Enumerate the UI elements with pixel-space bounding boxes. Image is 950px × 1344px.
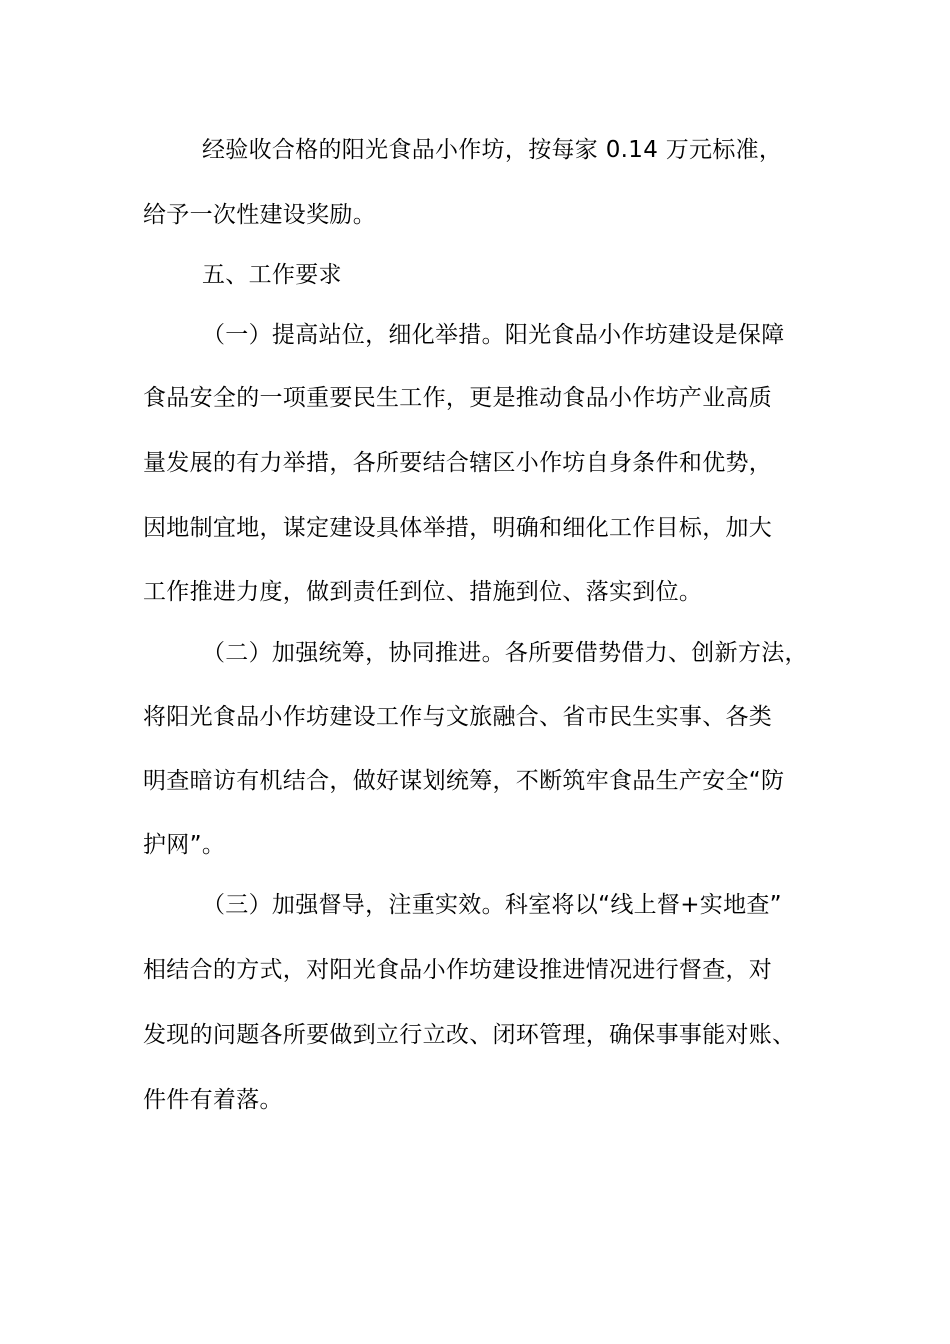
paragraph-line: 相结合的方式，对阳光食品小作坊建设推进情况进行督查，对 [143,957,773,983]
paragraph-line: 食品安全的一项重要民生工作，更是推动食品小作坊产业高质 [143,385,773,411]
paragraph-line: 因地制宜地，谋定建设具体举措，明确和细化工作目标，加大 [143,515,773,541]
paragraph-line: （一）提高站位，细化举措。阳光食品小作坊建设是保障 [202,322,785,348]
paragraph-line: （二）加强统筹，协同推进。各所要借势借力、创新方法， [202,640,808,666]
paragraph-line: 将阳光食品小作坊建设工作与文旅融合、省市民生实事、各类 [143,704,773,730]
paragraph-line: 件件有着落。 [143,1087,283,1113]
paragraph-line: 给予一次性建设奖励。 [143,202,376,228]
paragraph-line: 工作推进力度，做到责任到位、措施到位、落实到位。 [143,579,703,605]
section-heading: 五、工作要求 [202,262,342,288]
paragraph-line: 经验收合格的阳光食品小作坊，按每家 0.14 万元标准， [202,137,783,163]
paragraph-line: 明查暗访有机结合，做好谋划统筹，不断筑牢食品生产安全“防 [143,768,785,794]
paragraph-line: 量发展的有力举措，各所要结合辖区小作坊自身条件和优势， [143,450,773,476]
paragraph-line: 护网”。 [143,832,226,858]
paragraph-line: 发现的问题各所要做到立行立改、闭环管理，确保事事能对账、 [143,1022,796,1048]
paragraph-line: （三）加强督导，注重实效。科室将以“线上督+实地查” [202,892,782,918]
